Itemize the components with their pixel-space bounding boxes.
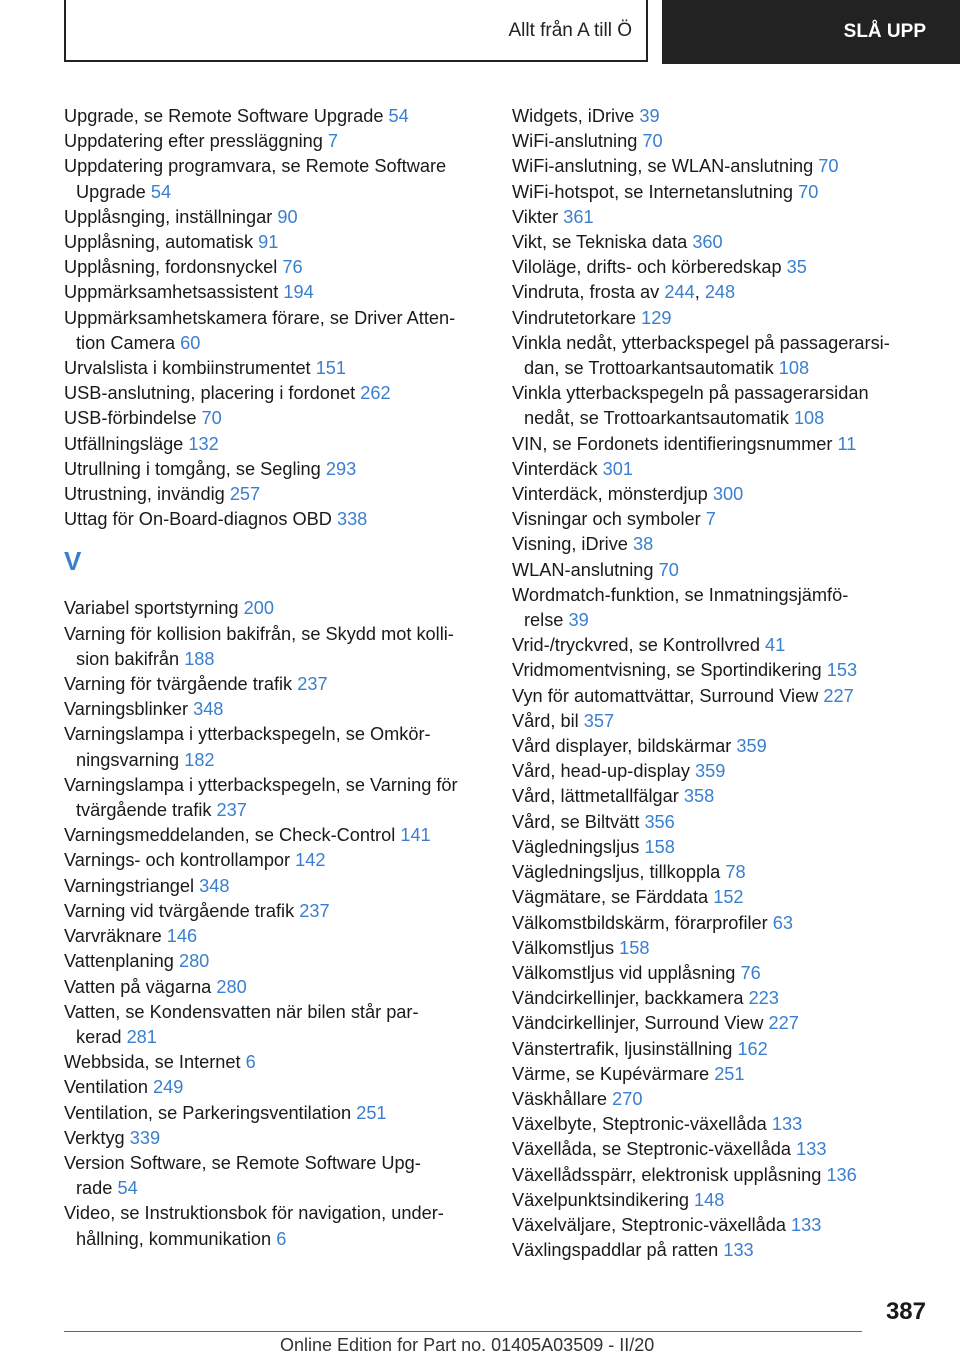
index-entry	[512, 734, 932, 759]
entry-text: Uppmärksamhetskamera förare, se Driver Atten-	[64, 307, 456, 328]
index-list-v	[64, 596, 484, 1251]
index-list-w	[512, 104, 932, 1263]
index-entry	[64, 230, 484, 255]
page-link[interactable]: 339	[129, 1127, 161, 1148]
entry-text: Viloläge, drifts- och körberedskap	[512, 257, 782, 278]
entry-text: Vrid-/tryckvred, se Kontrollvred	[512, 635, 760, 656]
entry-text: Vård, lättmetallfälgar	[512, 786, 679, 807]
index-list-u	[64, 104, 484, 532]
index-entry	[64, 823, 484, 848]
entry-text: Wordmatch-funktion, se Inmatningsjämfö-	[512, 584, 849, 605]
page-link[interactable]: 227	[768, 1013, 799, 1034]
index-entry	[512, 255, 932, 280]
entry-text: Växelväljare, Steptronic-växellåda	[512, 1214, 786, 1235]
index-entry	[64, 306, 484, 356]
entry-text: Växellåda, se Steptronic-växellåda	[512, 1139, 792, 1160]
page-link[interactable]: 39	[568, 610, 589, 631]
page-link[interactable]: 38	[632, 534, 654, 555]
page-number: 387	[885, 1298, 926, 1325]
index-entry	[64, 672, 484, 697]
index-entry	[512, 230, 932, 255]
page-link[interactable]: 194	[283, 282, 314, 303]
index-entry	[64, 899, 484, 924]
index-entry	[512, 1087, 932, 1112]
page-link[interactable]: 133	[791, 1214, 822, 1235]
section-letter: V	[64, 546, 82, 577]
page-link[interactable]: 133	[771, 1114, 803, 1135]
index-entry	[512, 331, 932, 381]
entry-text: Varning vid tvärgående trafik	[64, 900, 295, 921]
entry-text: Vård displayer, bildskärmar	[512, 736, 732, 757]
entry-text: Version Software, se Remote Software Upg-	[64, 1152, 421, 1173]
entry-continuation: dan, se Trottoarkantsautomatik	[524, 358, 774, 379]
index-entry	[512, 1188, 932, 1213]
entry-continuation: kerad	[76, 1026, 122, 1047]
entry-text: Webbsida, se Internet	[64, 1052, 241, 1073]
page-link[interactable]: 153	[826, 660, 858, 681]
page-link[interactable]: 90	[277, 206, 298, 227]
index-column-left	[64, 104, 484, 1252]
index-entry	[64, 924, 484, 949]
page-link[interactable]: 7	[705, 509, 716, 530]
page-link[interactable]: 70	[658, 559, 679, 580]
index-entry	[64, 622, 484, 672]
page-link[interactable]: 11	[837, 433, 857, 454]
index-entry	[512, 1137, 932, 1162]
entry-text: VIN, se Fordonets identifieringsnummer	[512, 433, 833, 454]
page-link[interactable]: 300	[712, 484, 744, 505]
page-link[interactable]: 152	[713, 887, 744, 908]
entry-continuation: ningsvarning	[76, 749, 180, 770]
entry-text: Vatten, se Kondensvatten när bilen står par-	[64, 1001, 419, 1022]
index-entry	[512, 1112, 932, 1137]
index-entry	[512, 810, 932, 835]
page-link[interactable]: 356	[644, 811, 675, 832]
index-entry	[512, 911, 932, 936]
index-entry	[64, 104, 484, 129]
page-link[interactable]: 148	[694, 1189, 725, 1210]
page-link[interactable]: 151	[315, 358, 347, 379]
index-entry	[512, 961, 932, 986]
page-link[interactable]: 281	[126, 1026, 157, 1047]
entry-text: Vridmomentvisning, se Sportindikering	[512, 660, 822, 681]
page-link[interactable]: 338	[336, 509, 368, 530]
entry-text: Vyn för automattvättar, Surround View	[512, 685, 819, 706]
entry-text: Utrustning, invändig	[64, 484, 225, 505]
page-link[interactable]: 237	[299, 900, 330, 921]
page-link[interactable]: 146	[166, 926, 198, 947]
index-entry	[512, 885, 932, 910]
entry-text: Vinkla nedåt, ytterbackspegel på passagerarsi-	[512, 332, 890, 353]
page-link[interactable]: 78	[725, 862, 746, 883]
page-link[interactable]: 39	[639, 106, 660, 126]
page-link[interactable]: 108	[793, 408, 825, 429]
index-column-right	[512, 104, 932, 1263]
entry-text: Video, se Instruktionsbok för navigation, under-	[64, 1203, 444, 1224]
index-entry	[64, 482, 484, 507]
entry-text: Välkomstljus vid upplåsning	[512, 962, 736, 983]
entry-text: Varningsblinker	[64, 699, 189, 720]
page-link[interactable]: 244	[664, 282, 695, 303]
index-entry	[512, 784, 932, 809]
page-link[interactable]: 182	[184, 749, 215, 770]
entry-text: Vikter	[512, 206, 559, 227]
entry-text: Upplåsning, fordonsnyckel	[64, 257, 278, 278]
index-entry	[64, 1151, 484, 1201]
page-link[interactable]: 237	[216, 800, 247, 821]
entry-continuation: relse	[524, 610, 564, 631]
page-link[interactable]: 270	[612, 1088, 643, 1109]
entry-text: Variabel sportstyrning	[64, 598, 239, 619]
index-entry	[64, 1075, 484, 1100]
page-header	[0, 0, 960, 66]
index-entry	[64, 356, 484, 381]
entry-text: Vinterdäck, mönsterdjup	[512, 484, 708, 505]
index-entry	[64, 1126, 484, 1151]
entry-text: Varnings- och kontrollampor	[64, 850, 291, 871]
entry-text: Urvalslista i kombiinstrumentet	[64, 358, 311, 379]
page-link[interactable]: 35	[786, 257, 807, 278]
page-link[interactable]: 251	[356, 1102, 387, 1123]
entry-continuation: rade	[76, 1178, 113, 1199]
index-entry	[64, 848, 484, 873]
page-link[interactable]: 133	[723, 1240, 754, 1261]
page-link[interactable]: 136	[826, 1164, 857, 1185]
page-link[interactable]: 70	[201, 408, 222, 429]
entry-continuation: Upgrade	[76, 181, 146, 202]
page-link[interactable]: 76	[740, 962, 761, 983]
index-entry	[512, 1011, 932, 1036]
index-entry	[64, 874, 484, 899]
page-link[interactable]: 70	[818, 156, 839, 177]
page-link[interactable]: 223	[748, 988, 779, 1009]
page-link[interactable]: 54	[150, 181, 172, 202]
page-link[interactable]: 200	[243, 598, 274, 619]
index-entry	[64, 697, 484, 722]
page-link[interactable]: 293	[325, 458, 357, 479]
index-entry	[64, 1000, 484, 1050]
index-entry	[512, 835, 932, 860]
entry-text: Varning för kollision bakifrån, se Skydd mot kolli-	[64, 623, 454, 644]
index-entry	[512, 558, 932, 583]
page-link[interactable]: 280	[216, 976, 247, 997]
page-link[interactable]: 188	[184, 648, 215, 669]
index-entry	[512, 1037, 932, 1062]
index-entry	[512, 633, 932, 658]
entry-text: Vändcirkellinjer, backkamera	[512, 988, 744, 1009]
entry-text: Välkomstbildskärm, förarprofiler	[512, 912, 768, 933]
page-separator: ,	[694, 282, 705, 303]
entry-text: Uppmärksamhetsassistent	[64, 282, 279, 303]
index-entry	[512, 381, 932, 431]
entry-text: Uttag för On-Board-diagnos OBD	[64, 509, 332, 530]
entry-text: Widgets, iDrive	[512, 106, 635, 126]
entry-continuation: hållning, kommunikation	[76, 1228, 272, 1249]
page-link[interactable]: 63	[772, 912, 794, 933]
entry-continuation: tvärgående trafik	[76, 800, 212, 821]
index-entry	[64, 457, 484, 482]
entry-text: Varningstriangel	[64, 875, 195, 896]
page-link[interactable]: 348	[193, 699, 224, 720]
footer-edition: Online Edition for Part no. 01405A03509 - II/20	[280, 1335, 655, 1355]
index-entry	[512, 986, 932, 1011]
page-link[interactable]: 76	[282, 257, 303, 278]
page-link[interactable]: 248	[704, 282, 736, 303]
index-entry	[512, 129, 932, 154]
entry-text: Visning, iDrive	[512, 534, 628, 555]
entry-text: WiFi-anslutning, se WLAN-anslutning	[512, 156, 814, 177]
entry-text: Vändcirkellinjer, Surround View	[512, 1013, 764, 1034]
index-entry	[64, 975, 484, 1000]
page-link[interactable]: 108	[778, 358, 810, 379]
index-entry	[512, 280, 932, 305]
index-entry	[512, 205, 932, 230]
entry-text: Varning för tvärgående trafik	[64, 674, 293, 695]
entry-continuation: tion Camera	[76, 332, 176, 353]
footer-divider	[64, 1331, 862, 1332]
entry-text: Upplåsnging, inställningar	[64, 206, 273, 227]
entry-text: Växelpunktsindikering	[512, 1189, 689, 1210]
index-entry	[512, 1062, 932, 1087]
index-entry	[64, 773, 484, 823]
index-entry	[512, 482, 932, 507]
page-link[interactable]: 361	[563, 206, 594, 227]
page-link[interactable]: 54	[117, 1178, 138, 1199]
index-entry	[512, 684, 932, 709]
index-entry	[64, 280, 484, 305]
page-link[interactable]: 41	[765, 635, 786, 656]
entry-text: Vägledningsljus	[512, 836, 640, 857]
entry-continuation: nedåt, se Trottoarkantsautomatik	[524, 408, 789, 429]
index-entry	[64, 205, 484, 230]
page-link[interactable]: 359	[695, 761, 726, 782]
entry-text: Vänstertrafik, ljusinställning	[512, 1038, 733, 1059]
index-entry	[512, 532, 932, 557]
entry-text: Varningsmeddelanden, se Check-Control	[64, 825, 396, 846]
index-entry	[512, 457, 932, 482]
page-link[interactable]: 158	[619, 937, 650, 958]
index-entry	[64, 406, 484, 431]
index-entry	[512, 180, 932, 205]
index-entry	[64, 1050, 484, 1075]
page-link[interactable]: 91	[258, 232, 279, 253]
entry-text: Växelbyte, Steptronic-växellåda	[512, 1114, 767, 1135]
page-link[interactable]: 359	[736, 736, 767, 757]
section-tab[interactable]: Allt från A till Ö	[64, 0, 648, 62]
entry-text: Vård, head-up-display	[512, 761, 690, 782]
page-link[interactable]: 162	[737, 1038, 768, 1059]
entry-text: Varningslampa i ytterbackspegeln, se Omkör-	[64, 724, 431, 745]
page-link[interactable]: 129	[641, 307, 672, 328]
entry-text: WLAN-anslutning	[512, 559, 654, 580]
entry-text: Växlingspaddlar på ratten	[512, 1240, 719, 1261]
page-link[interactable]: 133	[796, 1139, 827, 1160]
index-entry	[64, 1201, 484, 1251]
page-link[interactable]: 54	[388, 106, 409, 126]
entry-text: Utrullning i tomgång, se Segling	[64, 458, 321, 479]
entry-continuation: sion bakifrån	[76, 648, 180, 669]
entry-text: Upplåsning, automatisk	[64, 232, 254, 253]
page-link[interactable]: 70	[642, 131, 663, 152]
page-link[interactable]: 60	[180, 332, 201, 353]
entry-text: Vinkla ytterbackspegeln på passagerarsidan	[512, 383, 869, 404]
index-entry	[64, 1101, 484, 1126]
page-link[interactable]: 141	[400, 825, 431, 846]
entry-text: Utfällningsläge	[64, 433, 184, 454]
index-entry	[512, 104, 932, 129]
page-link[interactable]: 132	[188, 433, 219, 454]
lookup-tab[interactable]: SLÅ UPP	[662, 0, 960, 64]
entry-text: Växellådsspärr, elektronisk upplåsning	[512, 1164, 822, 1185]
page-link[interactable]: 7	[327, 131, 339, 152]
entry-text: Värme, se Kupévärmare	[512, 1063, 710, 1084]
page-link[interactable]: 360	[692, 232, 723, 253]
page-link[interactable]: 70	[798, 181, 819, 202]
entry-text: Vägmätare, se Färddata	[512, 887, 709, 908]
index-entry	[64, 154, 484, 204]
entry-text: WiFi-hotspot, se Internetanslutning	[512, 181, 794, 202]
entry-text: Upgrade, se Remote Software Upgrade	[64, 106, 384, 126]
index-entry	[64, 596, 484, 621]
page-link[interactable]: 358	[683, 786, 715, 807]
index-entry	[512, 1213, 932, 1238]
index-entry	[64, 381, 484, 406]
index-entry	[512, 432, 932, 457]
entry-text: USB-förbindelse	[64, 408, 197, 429]
entry-text: Visningar och symboler	[512, 509, 701, 530]
entry-text: Varningslampa i ytterbackspegeln, se Varning för	[64, 774, 458, 795]
entry-text: Ventilation, se Parkeringsventilation	[64, 1102, 352, 1123]
entry-text: Varvräknare	[64, 926, 162, 947]
entry-text: Vindruta, frosta av	[512, 282, 660, 303]
index-entry	[512, 1163, 932, 1188]
page-link[interactable]: 158	[644, 836, 675, 857]
entry-text: Uppdatering programvara, se Remote Software	[64, 156, 447, 177]
entry-text: Väskhållare	[512, 1088, 608, 1109]
index-entry	[512, 936, 932, 961]
page-link[interactable]: 6	[276, 1228, 287, 1249]
entry-text: Vård, se Biltvätt	[512, 811, 640, 832]
index-entry	[512, 583, 932, 633]
index-entry	[512, 306, 932, 331]
page-link[interactable]: 237	[297, 674, 328, 695]
page-link[interactable]: 301	[602, 458, 634, 479]
entry-text: Vård, bil	[512, 710, 579, 731]
page-link[interactable]: 280	[178, 951, 210, 972]
entry-text: Vägledningsljus, tillkoppla	[512, 862, 721, 883]
index-entry	[512, 709, 932, 734]
entry-text: Vindrutetorkare	[512, 307, 637, 328]
index-entry	[512, 507, 932, 532]
entry-text: WiFi-anslutning	[512, 131, 638, 152]
entry-text: Vikt, se Tekniska data	[512, 232, 688, 253]
entry-text: Vinterdäck	[512, 458, 598, 479]
index-entry	[512, 658, 932, 683]
entry-text: Välkomstljus	[512, 937, 615, 958]
page-link[interactable]: 6	[245, 1052, 256, 1073]
entry-text: Vattenplaning	[64, 951, 174, 972]
index-entry	[64, 722, 484, 772]
page-link[interactable]: 257	[229, 484, 261, 505]
entry-text: USB-anslutning, placering i fordonet	[64, 383, 356, 404]
index-entry	[512, 860, 932, 885]
index-entry	[64, 949, 484, 974]
page-link[interactable]: 142	[295, 850, 326, 871]
index-entry	[64, 432, 484, 457]
index-entry	[64, 255, 484, 280]
index-entry	[512, 154, 932, 179]
index-entry	[64, 507, 484, 532]
entry-text: Vatten på vägarna	[64, 976, 212, 997]
entry-text: Uppdatering efter pressläggning	[64, 131, 323, 152]
entry-text: Ventilation	[64, 1077, 148, 1098]
entry-text: Verktyg	[64, 1127, 125, 1148]
page-link[interactable]: 227	[823, 685, 854, 706]
page-link[interactable]: 348	[199, 875, 230, 896]
index-entry	[512, 759, 932, 784]
page-link[interactable]: 251	[714, 1063, 745, 1084]
index-entry	[512, 1238, 932, 1263]
page-link[interactable]: 249	[153, 1077, 184, 1098]
index-entry	[64, 129, 484, 154]
page-link[interactable]: 357	[583, 710, 615, 731]
page-link[interactable]: 262	[360, 383, 391, 404]
